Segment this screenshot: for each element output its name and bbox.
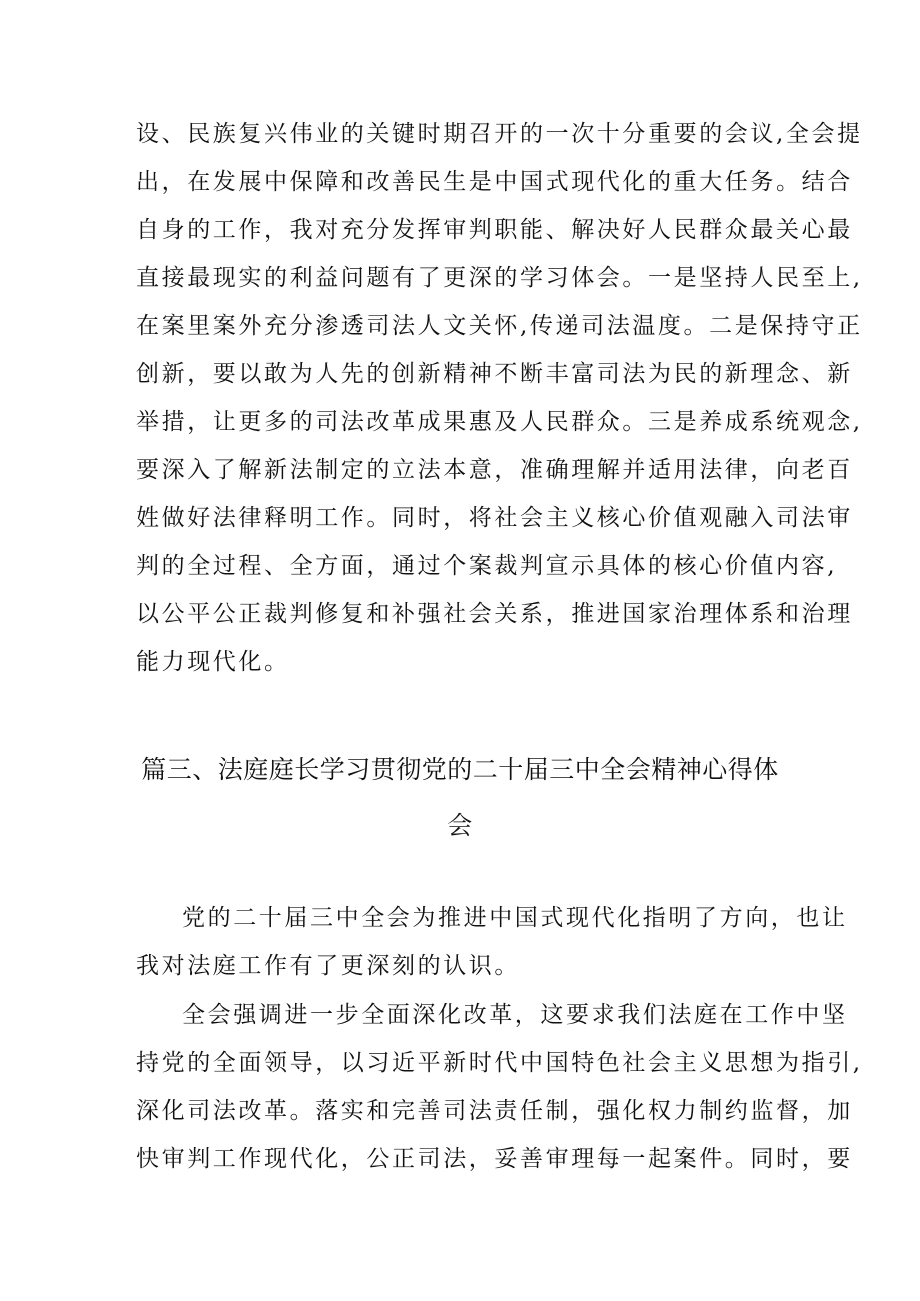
paragraph-line: 直接最现实的利益问题有了更深的学习体会。一是坚持人民至上,: [136, 265, 863, 291]
paragraph-line: 深化司法改革。落实和完善司法责任制，强化权力制约监督，加: [136, 1098, 853, 1124]
paragraph-line: 快审判工作现代化，公正司法，妥善审理每一起案件。同时，要: [136, 1146, 853, 1172]
paragraph-line: 能力现代化。: [136, 649, 290, 675]
paragraph-line: 党的二十届三中全会为推进中国式现代化指明了方向，也让: [182, 905, 848, 931]
section-heading: 篇三、法庭庭长学习贯彻党的二十届三中全会精神心得体: [141, 755, 779, 784]
body-paragraph: [136, 894, 848, 990]
paragraph-line: 自身的工作，我对充分发挥审判职能、解决好人民群众最关心最: [136, 217, 853, 243]
section-heading-continuation: 会: [447, 811, 473, 840]
paragraph-line: 创新，要以敢为人先的创新精神不断丰富司法为民的新理念、新: [136, 361, 853, 387]
paragraph-line: 出，在发展中保障和改善民生是中国式现代化的重大任务。结合: [136, 169, 853, 195]
paragraph-line: 全会强调进一步全面深化改革，这要求我们法庭在工作中坚: [182, 1002, 848, 1028]
paragraph-line: 判的全过程、全方面，通过个案裁判宣示具体的核心价值内容,: [136, 553, 838, 579]
paragraph-line: 设、民族复兴伟业的关键时期召开的一次十分重要的会议,全会提: [136, 121, 863, 147]
body-paragraph: [136, 991, 863, 1183]
paragraph-line: 要深入了解新法制定的立法本意，准确理解并适用法律，向老百: [136, 457, 853, 483]
paragraph-line: 持党的全面领导，以习近平新时代中国特色社会主义思想为指引,: [136, 1050, 863, 1076]
paragraph-line: 姓做好法律释明工作。同时，将社会主义核心价值观融入司法审: [136, 505, 853, 531]
body-paragraph: [136, 110, 863, 686]
paragraph-line: 在案里案外充分渗透司法人文关怀,传递司法温度。二是保持守正: [136, 313, 863, 339]
paragraph-line: 以公平公正裁判修复和补强社会关系，推进国家治理体系和治理: [136, 601, 853, 627]
paragraph-line: 我对法庭工作有了更深刻的认识。: [136, 953, 520, 979]
paragraph-line: 举措，让更多的司法改革成果惠及人民群众。三是养成系统观念,: [136, 409, 863, 435]
